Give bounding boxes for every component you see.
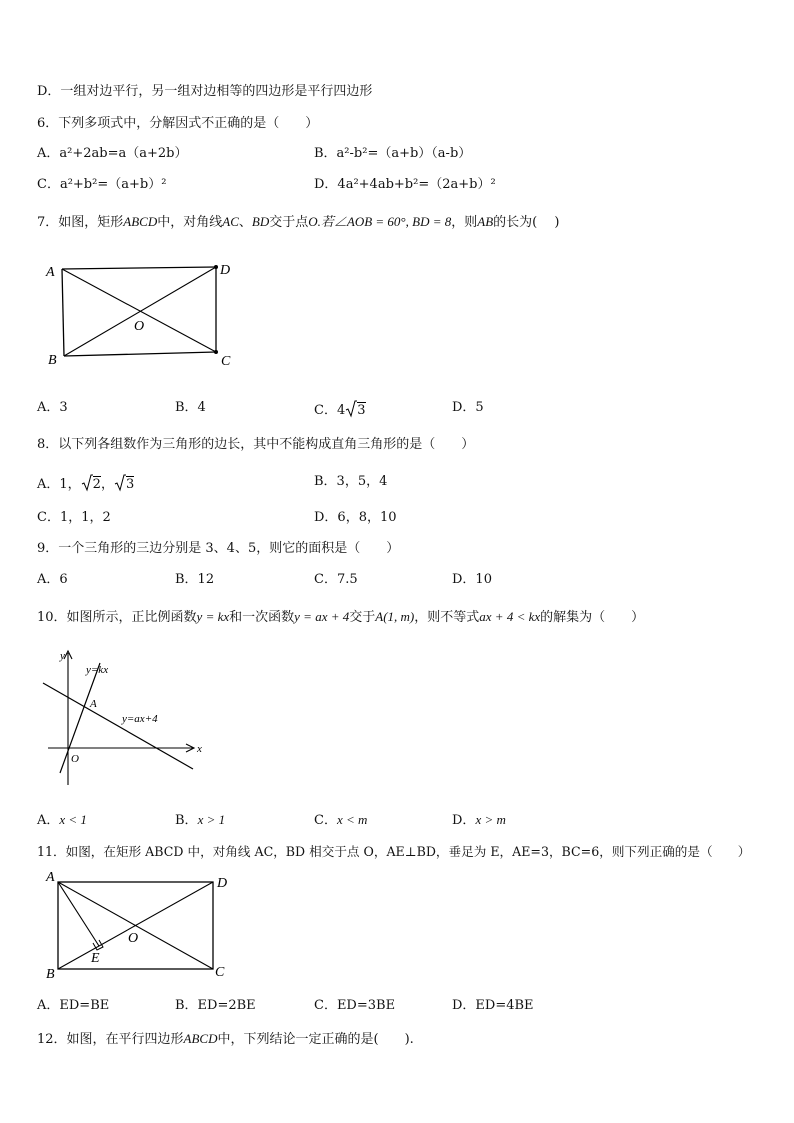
q9-option-a: A．6 [37,572,68,587]
q12-text: 12．如图，在平行四边形 [37,1032,184,1047]
q10-text: 交于 [349,610,376,625]
label-b: B [46,967,55,982]
q10-option-c [314,812,367,829]
q9-option-d: D．10 [452,572,492,587]
label-o: O [134,319,145,334]
q7-o: O [308,214,318,229]
q10-text: 10．如图所示，正比例函数 [37,610,197,625]
q7-option-d: D．5 [452,400,484,415]
label-d: D [217,876,228,891]
q8-option-b: B．3，5，4 [314,474,388,489]
q6-option-c: C．a²+b²=（a+b）² [37,177,167,192]
line-kx-label: y=kx [86,664,109,676]
point-d-dot [214,265,218,269]
sqrt-sign-icon [114,474,126,492]
q6-option-a: A．a²+2ab=a（a+2b） [37,146,188,161]
label-d: D [220,263,231,278]
segment-ae [58,882,99,946]
origin-label: O [71,753,79,765]
q10-option-a-letter: A． [37,813,60,828]
q8-option-a-sep: ， [100,477,114,492]
y-axis-label: y [60,650,65,662]
point-c-dot [214,350,218,354]
q7-text: 的长为( ) [493,215,560,230]
q9-option-b: B．12 [175,572,215,587]
edge-bc [64,352,216,356]
line-y-ax-plus-4 [43,683,193,769]
edge-ab [62,269,64,356]
q8-option-a-radicand-1: 2 [92,477,101,492]
q7-option-a: A．3 [37,400,68,415]
q12-abcd: ABCD [183,1031,218,1046]
q10-option-b [175,812,225,829]
q10-text: ，则不等式 [414,610,480,625]
q7-option-c-text: C．4 [314,403,346,418]
question-10 [37,609,644,626]
question-6: 6．下列多项式中，分解因式不正确的是（ ） [37,116,319,131]
q10-func-1: y = kx [196,609,230,624]
q7-text: 中，对角线 [157,215,223,230]
question-9: 9．一个三角形的三边分别是 3、4、5，则它的面积是（ ） [37,541,400,556]
label-b: B [48,353,57,368]
label-a: A [46,870,55,885]
q7-text: 7．如图，矩形 [37,215,124,230]
q7-option-b: B．4 [175,400,206,415]
q7-text: ，则 [451,215,478,230]
line-ax4-label: y=ax+4 [122,713,158,725]
q7-text: 、 [238,215,252,230]
q7-option-c [314,400,366,419]
label-o: O [128,931,139,946]
figure-rectangle-abcd [40,258,240,373]
q7-ab: AB [477,214,494,229]
q7-abcd: ABCD [123,214,158,229]
figure-rectangle-ae-bd [40,868,240,983]
q6-option-b: B．a²-b²=（a+b）（a-b） [314,146,472,161]
q10-option-a [37,812,87,829]
label-c: C [215,965,225,980]
point-a-label: A [90,698,97,710]
question-8: 8．以下列各组数作为三角形的边长，其中不能构成直角三角形的是（ ） [37,437,475,452]
label-e: E [91,951,100,966]
q8-option-a [37,474,134,493]
q7-text: 交于点 [269,215,309,230]
q11-option-a: A．ED=BE [37,998,110,1013]
x-axis-label: x [197,743,202,755]
question-11: 11．如图，在矩形 ABCD 中，对角线 AC，BD 相交于点 O，AE⊥BD，垂足为 E，AE=3，BC=6，则下列正确的是（ ） [37,844,751,859]
q10-option-b-math: x > 1 [197,812,226,827]
figure-function-graph [38,645,218,790]
q8-option-c: C．1，1，2 [37,510,111,525]
q10-point: A(1, m) [375,609,415,624]
diagonal-bd [64,267,216,356]
q10-option-c-letter: C． [314,813,337,828]
line-y-kx [60,663,100,773]
q7-ac: AC [222,214,239,229]
q11-option-d: D．ED=4BE [452,998,534,1013]
q10-text: 和一次函数 [229,610,295,625]
q10-option-d [452,812,506,829]
q10-option-d-math: x > m [475,812,506,827]
q11-option-b: B．ED=2BE [175,998,256,1013]
q10-inequality: ax + 4 < kx [479,609,541,624]
q9-option-c: C．7.5 [314,572,358,587]
q7-condition: .若∠AOB = 60°, BD = 8 [317,214,452,229]
sqrt-sign-icon [345,400,357,418]
q11-option-c: C．ED=3BE [314,998,396,1013]
q10-func-2: y = ax + 4 [294,609,350,624]
q6-option-d: D．4a²+4ab+b²=（2a+b）² [314,177,496,192]
q10-text: 的解集为（ ） [540,610,645,625]
q8-option-a-text: A．1， [37,477,81,492]
question-12 [37,1031,414,1048]
q10-option-c-math: x < m [336,812,368,827]
option-d-prev: D．一组对边平行，另一组对边相等的四边形是平行四边形 [37,84,373,99]
q7-option-c-radicand: 3 [357,403,366,418]
q10-option-b-letter: B． [175,813,198,828]
q7-bd: BD [251,214,270,229]
diagonal-ac [62,269,216,352]
q8-option-d: D．6，8，10 [314,510,397,525]
label-a: A [46,265,55,280]
sqrt-sign-icon [81,474,93,492]
q8-option-a-radicand-2: 3 [125,477,135,492]
q10-option-a-math: x < 1 [59,812,87,827]
q12-text: 中，下列结论一定正确的是( ). [217,1032,414,1047]
label-c: C [221,354,231,369]
question-7 [37,214,559,231]
edge-ad [62,267,216,269]
q10-option-d-letter: D． [452,813,476,828]
